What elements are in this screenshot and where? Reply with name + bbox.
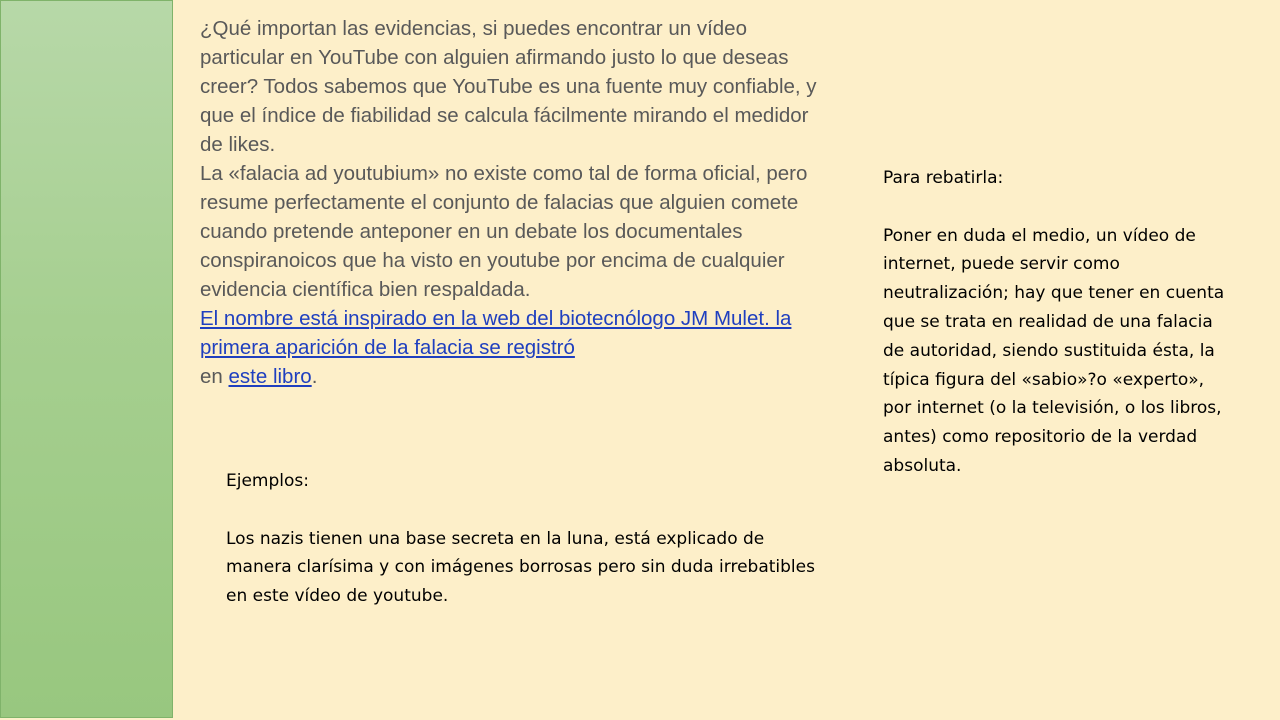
examples-text: Los nazis tienen una base secreta en la luna, está explicado de manera clarísima y con imágenes borrosas pero sin duda irrebatibles en este vídeo de youtube. (226, 528, 815, 607)
source-prefix: en (200, 365, 229, 388)
rebuttal-heading: Para rebatirla: (883, 168, 1004, 188)
rebuttal-text: Poner en duda el medio, un vídeo de internet, puede servir como neutralización; hay que tener en cuenta que se trata en realidad de una falacia de autoridad, siendo sustituida ésta, la típica figura del «sabio»?o «experto», por internet (o la televisión, o los libros, antes) como repositorio de la verdad absoluta. (883, 225, 1225, 476)
source-paragraph (200, 304, 818, 391)
intro-paragraph: ¿Qué importan las evidencias, si puedes encontrar un vídeo particular en YouTube con alguien afirmando justo lo que deseas creer? Todos sabemos que YouTube es una fuente muy confiable, y que el índice de fiabilidad se calcula fácilmente mirando el medidor de likes. (200, 17, 817, 156)
examples-heading: Ejemplos: (226, 471, 309, 491)
name-origin-link[interactable]: El nombre está inspirado en la web del biotecnólogo JM Mulet. la primera aparición de la falacia se registró (200, 307, 792, 359)
rebuttal-block (883, 164, 1233, 481)
book-link[interactable]: este libro (228, 365, 312, 388)
definition-paragraph: La «falacia ad youtubium» no existe como tal de forma oficial, pero resume perfectamente el conjunto de falacias que alguien comete cuando pretende anteponer en un debate los documentales conspiranoicos que ha visto en youtube por encima de cualquier evidencia científica bien respaldada. (200, 162, 808, 301)
green-sidebar-panel (0, 0, 173, 718)
examples-block (226, 467, 826, 611)
main-text-block (200, 14, 818, 391)
source-suffix: . (311, 365, 318, 388)
